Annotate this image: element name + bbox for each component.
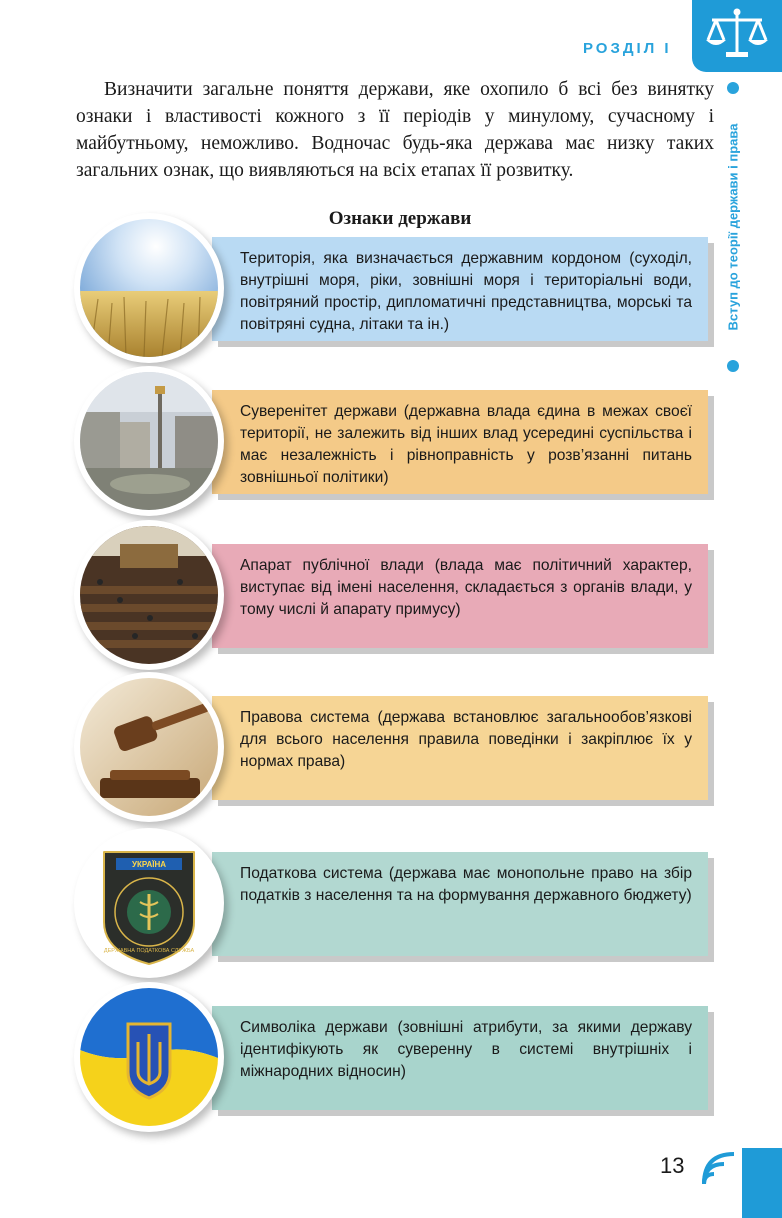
feature-text-box: Правова система (держава встановлює загальнообов’язкові для всього населення правила поведінки і закріплює їх у нормах права) [212,696,708,800]
feature-text-box: Апарат публічної влади (влада має політичний характер, виступає від імені населення, складається з органів влади, у тому числі й апарату примусу) [212,544,708,648]
flag-trident-photo [80,988,218,1126]
wheat-field-photo [80,219,218,357]
emblem-top-text: УКРАЇНА [131,860,167,869]
feature-text-box: Податкова система (держава має монопольне право на збір податків з населення та на формування державного бюджету) [212,852,708,956]
page-number: 13 [660,1153,685,1178]
feature-text-box: Суверенітет держави (державна влада єдина в межах своєї території, не залежить від інших влад усередині суспільства і має незалежність і рівноправність у розв’язанні питань зовнішньої політики) [212,390,708,494]
side-title-text: Вступ до теорії держави і права [725,123,741,331]
feature-text-box: Територія, яка визначається державним кордоном (суходіл, внутрішні моря, ріки, зовнішні моря і територіальні води, повітряний простір, дипломатичні представництва, морські та повітряні судна, літаки та ін.) [212,237,708,341]
parliament-hall-photo [80,526,218,664]
chapter-side-title [722,82,744,372]
diagram-heading: Ознаки держави [328,208,472,229]
bullet-dot [727,360,739,372]
feature-text-box: Символіка держави (зовнішні атрибути, за якими державу ідентифікують як суверенну в системі внутрішніх і міжнародних відносин) [212,1006,708,1110]
emblem-ring-text: ДЕРЖАВНА ПОДАТКОВА СЛУЖБА [103,948,195,954]
feature-row-sovereignty [74,366,724,516]
feature-row-tax-system [74,828,724,978]
feature-row-territory [74,213,724,363]
section-tab [692,0,782,72]
page-corner-tab [742,1148,782,1218]
city-square-photo [80,372,218,510]
signal-waves-icon [700,1148,744,1188]
intro-paragraph: Визначити загальне поняття держави, яке охопило б всі без винятку ознаки і властивості кожного з її періодів у минулому, сучасному і майбутньому, неможливо. Водночас будь-яка держава має низку таких загальних ознак, що виявляються на всіх етапах її розвитку. [76,79,714,181]
bullet-dot [727,82,739,94]
tax-service-emblem [80,834,218,972]
feature-row-state-symbols [74,982,724,1132]
feature-row-legal-system [74,672,724,822]
section-label: РОЗДІЛ І [583,40,672,57]
feature-row-public-authority [74,520,724,670]
gavel-photo [80,678,218,816]
scales-icon [702,6,772,64]
